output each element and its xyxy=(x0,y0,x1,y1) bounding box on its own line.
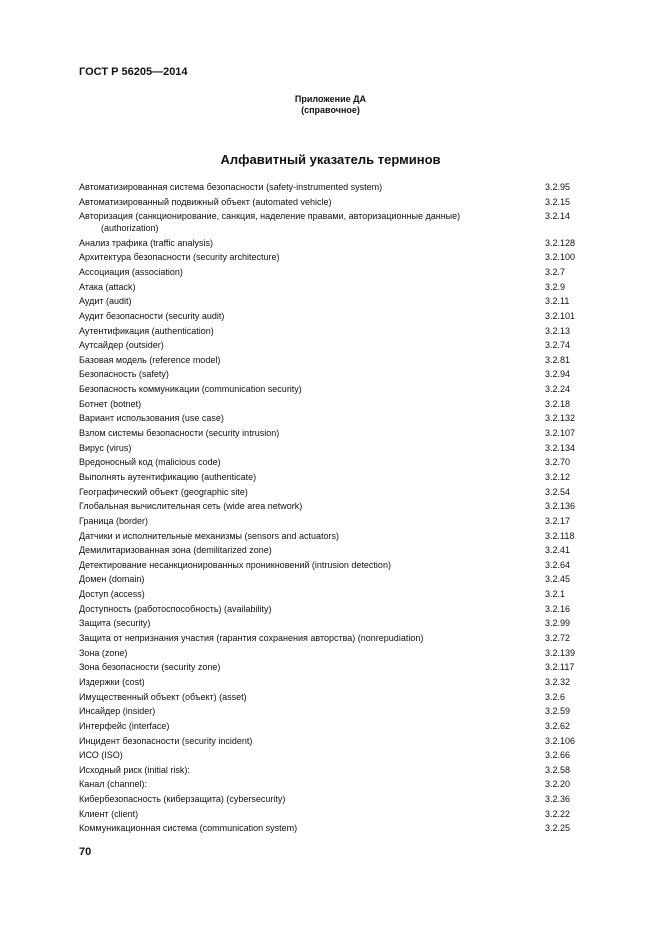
index-term-reference: 3.2.66 xyxy=(545,750,571,761)
index-term xyxy=(79,472,535,484)
index-term xyxy=(79,779,535,791)
index-entry xyxy=(79,516,609,528)
standard-designation: ГОСТ Р 56205—2014 xyxy=(79,66,188,78)
index-term-text: Автоматизированный подвижный объект (automated vehicle) xyxy=(79,196,332,207)
index-entry xyxy=(79,369,609,381)
index-term-reference: 3.2.14 xyxy=(545,211,571,222)
index-entry xyxy=(79,296,609,308)
index-term xyxy=(79,282,535,294)
index-term xyxy=(79,369,535,381)
index-entry xyxy=(79,399,609,411)
index-term-text: Выполнять аутентификацию (authenticate) xyxy=(79,471,257,482)
index-term-text: Защита (security) xyxy=(79,618,151,629)
index-entry xyxy=(79,633,609,645)
index-entry xyxy=(79,721,609,733)
index-term-text: Защита от непризнания участия (гарантия сохранения авторства) (nonrepudiation) xyxy=(79,633,424,644)
index-entry xyxy=(79,238,609,250)
index-term-reference: 3.2.7 xyxy=(545,267,566,277)
index-term xyxy=(79,516,535,528)
index-entry xyxy=(79,384,609,396)
index-term-reference: 3.2.24 xyxy=(545,384,571,395)
index-term-reference: 3.2.22 xyxy=(545,808,571,819)
index-term xyxy=(79,428,535,440)
index-term-reference: 3.2.134 xyxy=(545,442,576,453)
index-entry xyxy=(79,355,609,367)
index-term-reference: 3.2.58 xyxy=(545,764,571,775)
index-entry xyxy=(79,809,609,821)
index-entry xyxy=(79,560,609,572)
index-term-reference: 3.2.59 xyxy=(545,706,571,717)
index-term-text: Граница (border) xyxy=(79,515,149,526)
index-term-text: Интерфейс (interface) xyxy=(79,720,170,731)
index-term-text: Зона безопасности (security zone) xyxy=(79,662,221,673)
index-term-text: Автоматизированная система безопасности (safety-instrumented system) xyxy=(79,182,383,192)
index-term-reference: 3.2.70 xyxy=(545,457,571,468)
index-term-text: Базовая модель (reference model) xyxy=(79,354,221,365)
index-term-text: Коммуникационная система (communication system) xyxy=(79,823,298,834)
index-term-text: Анализ трафика (traffic analysis) xyxy=(79,237,213,248)
index-heading: Алфавитный указатель терминов xyxy=(220,152,441,167)
index-term-text: Исходный риск (initial risk): xyxy=(79,764,190,775)
index-term xyxy=(79,197,535,209)
index-entry xyxy=(79,457,609,469)
index-term-reference: 3.2.1 xyxy=(545,589,566,600)
index-term-reference: 3.2.15 xyxy=(545,196,571,207)
index-term-text: Имущественный объект (объект) (asset) xyxy=(79,691,247,702)
index-term-reference: 3.2.95 xyxy=(545,182,571,192)
index-term-text: Аутентификация (authentication) xyxy=(79,325,214,336)
index-term-reference: 3.2.11 xyxy=(545,296,570,307)
index-term xyxy=(79,560,535,572)
index-term-text: ИСО (ISO) xyxy=(79,750,123,761)
index-entry xyxy=(79,648,609,660)
index-term xyxy=(79,487,535,499)
index-entry xyxy=(79,618,609,630)
index-term-reference: 3.2.132 xyxy=(545,413,576,424)
index-term-text: Архитектура безопасности (security architecture) xyxy=(79,252,280,263)
index-term xyxy=(79,252,535,264)
index-entry xyxy=(79,413,609,425)
index-term xyxy=(79,355,535,367)
index-term-text: Инсайдер (insider) xyxy=(79,706,156,717)
index-term xyxy=(79,618,535,630)
index-term-reference: 3.2.64 xyxy=(545,559,571,570)
index-term-text: Датчики и исполнительные механизмы (sensors and actuators) xyxy=(79,530,340,541)
index-term xyxy=(79,662,535,674)
index-term-reference: 3.2.32 xyxy=(545,676,571,687)
index-term-reference: 3.2.16 xyxy=(545,603,571,614)
index-entry xyxy=(79,765,609,777)
index-term-text: Клиент (client) xyxy=(79,808,139,819)
index-term-text: Аудит (audit) xyxy=(79,296,132,307)
index-term-text: Географический объект (geographic site) xyxy=(79,486,248,497)
index-term-text: Авторизация (санкционирование, санкция, наделение правами, авторизационные данные) xyxy=(79,211,461,222)
index-term xyxy=(79,765,535,777)
index-term-reference: 3.2.74 xyxy=(545,340,571,351)
index-entry xyxy=(79,736,609,748)
index-term-text: Взлом системы безопасности (security intrusion) xyxy=(79,428,280,439)
index-entry xyxy=(79,574,609,586)
index-term-text: Безопасность коммуникации (communication security) xyxy=(79,384,302,395)
index-entry xyxy=(79,750,609,762)
index-term-text: Доступ (access) xyxy=(79,589,145,600)
index-term-reference: 3.2.107 xyxy=(545,428,576,439)
index-term-reference: 3.2.18 xyxy=(545,398,571,409)
index-term xyxy=(79,296,535,308)
index-term-reference: 3.2.25 xyxy=(545,823,571,834)
index-term-reference: 3.2.36 xyxy=(545,794,571,805)
index-term xyxy=(79,589,535,601)
index-term-reference: 3.2.20 xyxy=(545,779,571,790)
index-entry xyxy=(79,487,609,499)
index-term-text: Атака (attack) xyxy=(79,281,136,292)
index-entry xyxy=(79,501,609,513)
index-term xyxy=(79,545,535,557)
index-term xyxy=(79,326,535,338)
index-term-reference: 3.2.72 xyxy=(545,633,571,644)
index-term xyxy=(79,692,535,704)
index-term-text: Безопасность (safety) xyxy=(79,369,169,380)
annex-title: Приложение ДА xyxy=(294,94,367,104)
index-entry xyxy=(79,340,609,352)
index-term-text: Доступность (работоспособность) (availability) xyxy=(79,603,272,614)
index-entry xyxy=(79,677,609,689)
index-term-reference: 3.2.17 xyxy=(545,515,571,526)
index-term-text: Аудит безопасности (security audit) xyxy=(79,310,225,321)
index-term-reference: 3.2.81 xyxy=(545,354,571,365)
index-term-text: Ботнет (botnet) xyxy=(79,398,142,409)
index-term xyxy=(79,648,535,660)
index-entry xyxy=(79,267,609,279)
index-term xyxy=(79,501,535,513)
index-entry xyxy=(79,282,609,294)
index-term-text: Инцидент безопасности (security incident) xyxy=(79,735,253,746)
index-term-reference: 3.2.62 xyxy=(545,720,571,731)
index-term xyxy=(79,182,535,194)
index-term xyxy=(79,633,535,645)
index-term-text: Вредоносный код (malicious code) xyxy=(79,457,221,468)
index-entry xyxy=(79,197,609,209)
index-term-reference: 3.2.128 xyxy=(545,237,576,248)
page-number: 70 xyxy=(79,846,92,858)
index-term xyxy=(79,574,535,586)
index-term-reference: 3.2.13 xyxy=(545,325,571,336)
index-term-text: Аутсайдер (outsider) xyxy=(79,340,164,351)
index-entry xyxy=(79,211,609,235)
index-term xyxy=(79,211,535,235)
index-term xyxy=(79,443,535,455)
index-term-text: Зона (zone) xyxy=(79,647,128,658)
index-term-reference: 3.2.136 xyxy=(545,501,576,512)
index-entry xyxy=(79,428,609,440)
index-entry xyxy=(79,589,609,601)
index-term-continuation: (authorization) xyxy=(101,223,159,234)
index-entry xyxy=(79,182,609,194)
index-term-text: Домен (domain) xyxy=(79,574,145,585)
index-term xyxy=(79,721,535,733)
index-term-reference: 3.2.101 xyxy=(545,310,576,321)
index-entry xyxy=(79,311,609,323)
index-term-reference: 3.2.9 xyxy=(545,281,566,292)
index-term-text: Канал (channel): xyxy=(79,779,147,790)
index-entry xyxy=(79,472,609,484)
index-entry xyxy=(79,779,609,791)
index-term-reference: 3.2.54 xyxy=(545,486,571,497)
index-term xyxy=(79,267,535,279)
index-term-text: Кибербезопасность (киберзащита) (cybersecurity) xyxy=(79,794,286,805)
index-term-reference: 3.2.100 xyxy=(545,252,576,263)
index-term-text: Демилитаризованная зона (demilitarized zone) xyxy=(79,545,272,556)
index-term-reference: 3.2.118 xyxy=(545,530,575,541)
index-entry xyxy=(79,794,609,806)
index-term-text: Издержки (cost) xyxy=(79,676,145,687)
index-term xyxy=(79,604,535,616)
index-term xyxy=(79,706,535,718)
index-entry xyxy=(79,443,609,455)
index-term-text: Вирус (virus) xyxy=(79,442,132,453)
index-term-reference: 3.2.139 xyxy=(545,647,576,658)
index-term xyxy=(79,311,535,323)
index-term xyxy=(79,531,535,543)
index-entry xyxy=(79,706,609,718)
index-entry xyxy=(79,604,609,616)
index-term xyxy=(79,399,535,411)
index-term-reference: 3.2.106 xyxy=(545,735,576,746)
index-term xyxy=(79,677,535,689)
index-entry xyxy=(79,531,609,543)
index-entry xyxy=(79,692,609,704)
index-term xyxy=(79,823,535,835)
index-term xyxy=(79,457,535,469)
index-term-reference: 3.2.99 xyxy=(545,618,571,629)
index-term xyxy=(79,794,535,806)
index-term-text: Ассоциация (association) xyxy=(79,267,183,277)
index-term-reference: 3.2.45 xyxy=(545,574,571,585)
index-entry xyxy=(79,326,609,338)
index-term-reference: 3.2.94 xyxy=(545,369,571,380)
index-entry xyxy=(79,823,609,835)
index-term xyxy=(79,238,535,250)
index-term-reference: 3.2.41 xyxy=(545,545,571,556)
index-term-text: Детектирование несанкционированных проникновений (intrusion detection) xyxy=(79,559,391,570)
index-term-reference: 3.2.12 xyxy=(545,471,571,482)
index-term xyxy=(79,340,535,352)
index-entry xyxy=(79,252,609,264)
index-term xyxy=(79,750,535,762)
index-entry xyxy=(79,662,609,674)
term-index-list xyxy=(79,182,609,838)
index-term xyxy=(79,413,535,425)
index-term-reference: 3.2.117 xyxy=(545,662,575,673)
index-term xyxy=(79,809,535,821)
index-term-reference: 3.2.6 xyxy=(545,691,566,702)
annex-caption xyxy=(0,94,661,116)
annex-subtitle: (справочное) xyxy=(301,105,360,115)
index-term xyxy=(79,384,535,396)
index-term-text: Глобальная вычислительная сеть (wide area network) xyxy=(79,501,303,512)
index-entry xyxy=(79,545,609,557)
index-term-text: Вариант использования (use case) xyxy=(79,413,224,424)
index-term xyxy=(79,736,535,748)
